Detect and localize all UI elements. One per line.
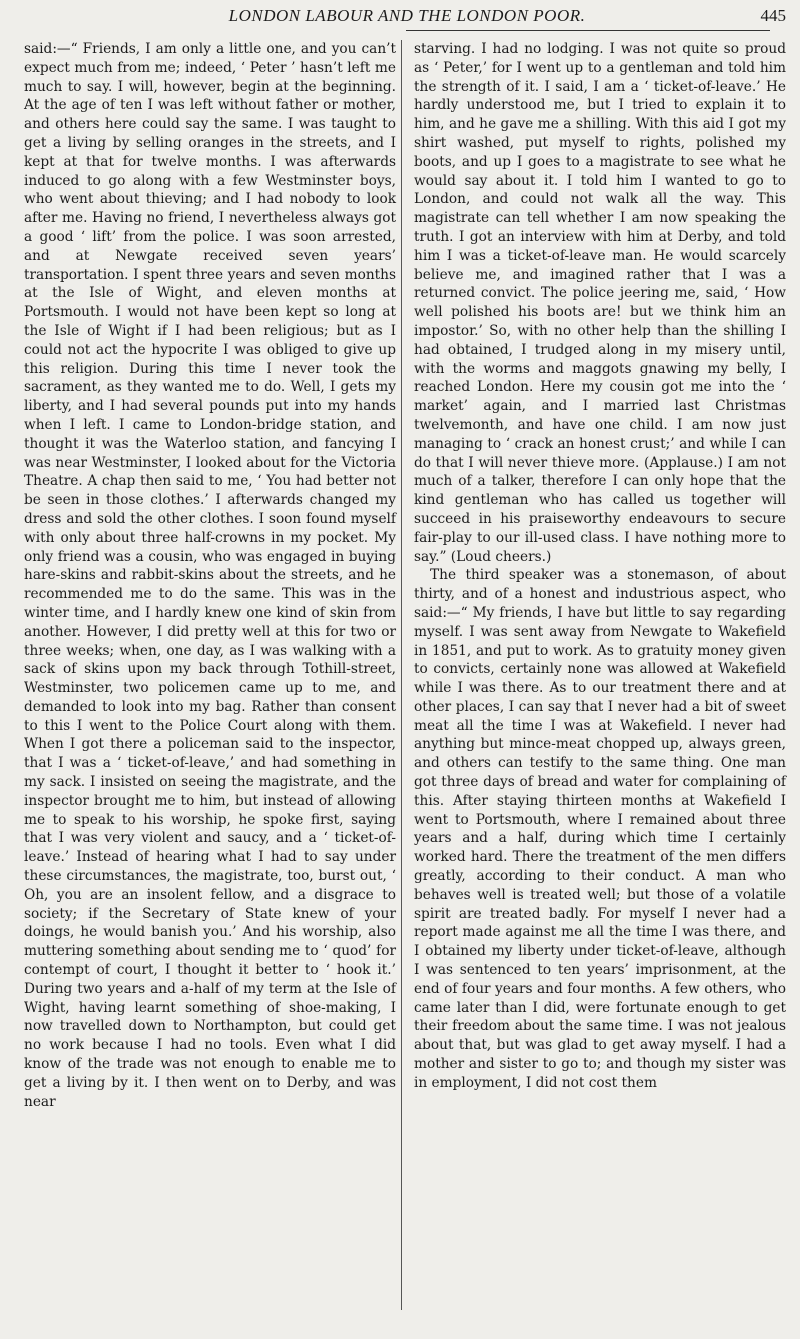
text-columns [24,40,786,1111]
running-head: LONDON LABOUR AND THE LONDON POOR. [228,6,586,25]
right-column [414,40,786,1111]
right-paragraph-1: starving. I had no lodging. I was not quite so proud as ‘ Peter,’ for I went up to a gentleman and told him the strength of it. I said, I am a ‘ ticket-of-leave.’ He hardly understood me, but I tried to explain it to him, and he gave me a shilling. With this aid I got my shirt washed, put myself to rights, polished my boots, and up I goes to a magistrate to see what he would say about it. I told him I wanted to go to London, and could not walk all the way. This magistrate can tell whether I am now speaking the truth. I got an interview with him at Derby, and told him I was a ticket-of-leave man. He would scarcely believe me, and imagined rather that I was a returned convict. The police jeering me, said, ‘ How well polished his boots are! but we think him an impostor.’ So, with no other help than the shilling I had obtained, I trudged along in my misery until, with the worms and maggots gnawing my belly, I reached London. Here my cousin got me into the ‘ market’ again, and I married last Christmas twelvemonth, and have one child. I am now just managing to ‘ crack an honest crust;’ and while I can do that I will never thieve more. (Applause.) I am not much of a talker, therefore I can only hope that the kind gentleman who has called us together will succeed in his praiseworthy endeavours to secure fair-play to our ill-used class. I have nothing more to say.” (Loud cheers.) [414,41,786,565]
header-rule [406,30,770,31]
left-paragraph-1: said:—“ Friends, I am only a little one, and you can’t expect much from me; indeed, ‘ Peter ’ hasn’t left me much to say. I will, however, begin at the beginning. At the age of ten I was left without father or mother, and others here could say the same. I was taught to get a living by selling oranges in the streets, and I kept at that for twelve months. I was afterwards induced to go along with a few Westminster boys, who went about thieving; and I had nobody to look after me. Having no friend, I nevertheless always got a good ‘ lift’ from the police. I was soon arrested, and at Newgate received seven years’ transportation. I spent three years and seven months at the Isle of Wight, and eleven months at Portsmouth. I would not have been kept so long at the Isle of Wight if I had been religious; but as I could not act the hypocrite I was obliged to give up this religion. During this time I never took the sacrament, as they wanted me to do. Well, I gets my liberty, and I had several pounds put into my hands when I left. I came to London-bridge station, and thought it was the Waterloo station, and fancying I was near Westminster, I looked about for the Victoria Theatre. A chap then said to me, ‘ You had better not be seen in those clothes.’ I afterwards changed my dress and sold the other clothes. I soon found myself with only about three half-crowns in my pocket. My only friend was a cousin, who was engaged in buying hare-skins and rabbit-skins about the streets, and he recommended me to do the same. This was in the winter time, and I hardly knew one kind of skin from another. However, I did pretty well at this for two or three weeks; when, one day, as I was walking with a sack of skins upon my back through Tothill-street, Westminster, two policemen came up to me, and demanded to look into my bag. Rather than consent to this I went to the Police Court along with them. When I got there a policeman said to the inspector, that I was a ‘ ticket-of-leave,’ and had something in my sack. I insisted on seeing the magistrate, and the inspector brought me to him, but instead of allowing me to speak to his worship, he spoke first, saying that I was very violent and saucy, and a ‘ ticket-of-leave.’ Instead of hearing what I had to say under these circumstances, the magistrate, too, burst out, ‘ Oh, you are an insolent fellow, and a disgrace to society; if the Secretary of State knew of your doings, he would banish you.’ And his worship, also muttering something about sending me to ‘ quod’ for contempt of court, I thought it better to ‘ hook it.’ During two years and a-half of my term at the Isle of Wight, having learnt something of shoe-making, I now travelled down to Northampton, but could get no work because I had no tools. Even what I did know of the trade was not enough to enable me to get a living by it. I then went on to Derby, and was near [24,41,396,1110]
page-header [24,6,790,28]
page-number: 445 [760,6,786,25]
right-paragraph-2: The third speaker was a stonemason, of about thirty, and of a honest and industrious aspect, who said:—“ My friends, I have but little to say regarding myself. I was sent away from Newgate to Wakefield in 1851, and put to work. As to gratuity money given to convicts, certainly none was allowed at Wakefield while I was there. As to our treatment there and at other places, I can say that I never had a bit of sweet meat all the time I was at Wakefield. I never had anything but mince-meat chopped up, always green, and others can testify to the same thing. One man got three days of bread and water for complaining of this. After staying thirteen months at Wakefield I went to Portsmouth, where I remained about three years and a half, during which time I certainly worked hard. There the treatment of the men differs greatly, according to their conduct. A man who behaves well is treated well; but those of a volatile spirit are treated badly. For myself I never had a report made against me all the time I was there, and I obtained my liberty under ticket-of-leave, although I was sentenced to ten years’ imprisonment, at the end of four years and four months. A few others, who came later than I did, were fortunate enough to get their freedom about the same time. I was not jealous about that, but was glad to get away myself. I had a mother and sister to go to; and though my sister was in employment, I did not cost them [414,567,786,1091]
left-column [24,40,396,1111]
